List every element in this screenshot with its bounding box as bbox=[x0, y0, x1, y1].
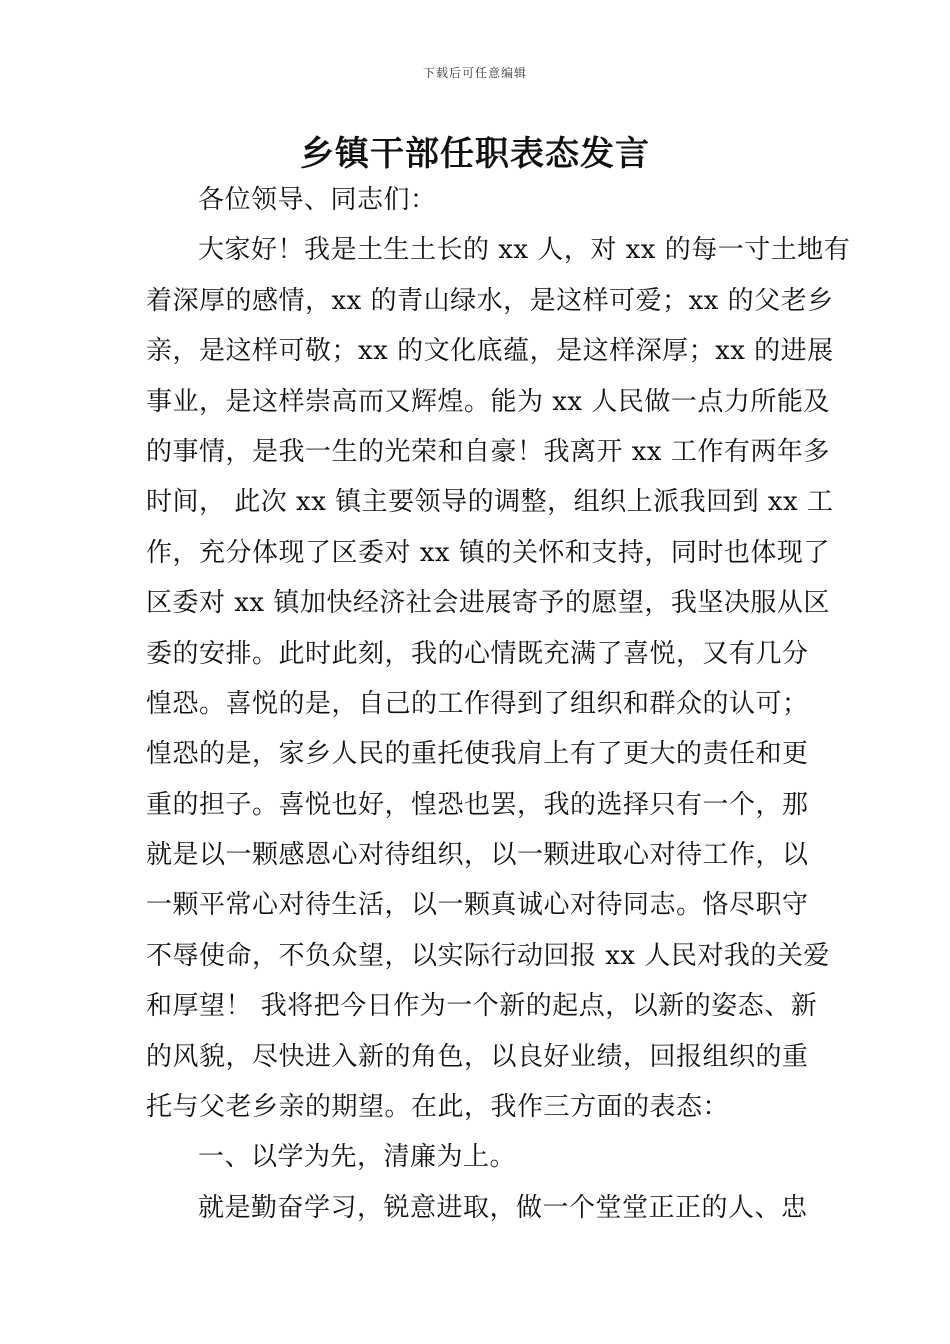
body-line: 就是以一颗感恩心对待组织，以一颗进取心对待工作，以 bbox=[146, 840, 809, 871]
body-line: 时间， 此次 xx 镇主要领导的调整，组织上派我回到 xx 工 bbox=[146, 487, 834, 518]
body-line: 作，充分体现了区委对 xx 镇的关怀和支持，同时也体现了 bbox=[146, 537, 830, 568]
header-note: 下载后可任意编辑 bbox=[422, 66, 527, 80]
body-line: 惶恐。喜悦的是，自己的工作得到了组织和群众的认可； bbox=[146, 688, 809, 719]
body-line: 亲，是这样可敬；xx 的文化底蕴，是这样深厚；xx 的进展 bbox=[146, 336, 834, 367]
body-line: 事业，是这样崇高而又辉煌。能为 xx 人民做一点力所能及 bbox=[146, 386, 830, 417]
body-line: 一颗平常心对待生活，以一颗真诚心对待同志。恪尽职守 bbox=[146, 890, 809, 921]
document-body bbox=[146, 175, 851, 1233]
body-line: 不辱使命，不负众望，以实际行动回报 xx 人民对我的关爱 bbox=[146, 940, 830, 971]
body-line: 就是勤奋学习，锐意进取，做一个堂堂正正的人、忠 bbox=[198, 1192, 808, 1223]
document-title: 乡镇干部任职表态发言 bbox=[300, 134, 650, 174]
body-line: 托与父老乡亲的期望。在此，我作三方面的表态： bbox=[146, 1092, 730, 1123]
body-line: 着深厚的感情，xx 的青山绿水，是这样可爱；xx 的父老乡 bbox=[146, 285, 834, 316]
body-line: 各位领导、同志们： bbox=[198, 185, 437, 215]
body-line: 重的担子。喜悦也好，惶恐也罢，我的选择只有一个，那 bbox=[146, 789, 809, 820]
body-line: 一、以学为先，清廉为上。 bbox=[198, 1142, 517, 1173]
body-line: 大家好！我是土生土长的 xx 人，对 xx 的每一寸土地有 bbox=[198, 235, 851, 266]
body-line: 区委对 xx 镇加快经济社会进展寄予的愿望，我坚决服从区 bbox=[146, 588, 830, 619]
body-line: 委的安排。此时此刻，我的心情既充满了喜悦，又有几分 bbox=[146, 638, 809, 669]
body-line: 惶恐的是，家乡人民的重托使我肩上有了更大的责任和更 bbox=[146, 739, 809, 770]
body-line: 的风貌，尽快进入新的角色，以良好业绩，回报组织的重 bbox=[146, 1041, 809, 1072]
body-line: 和厚望！ 我将把今日作为一个新的起点，以新的姿态、新 bbox=[146, 991, 818, 1022]
body-line: 的事情，是我一生的光荣和自豪！我离开 xx 工作有两年多 bbox=[146, 436, 830, 467]
